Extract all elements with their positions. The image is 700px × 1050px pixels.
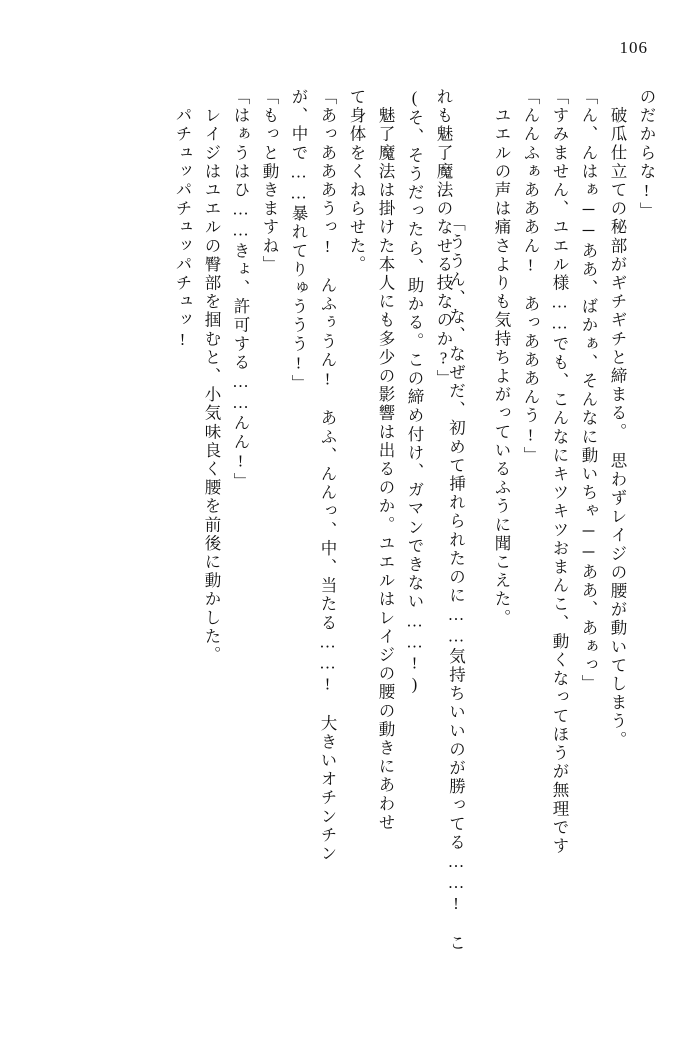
text-line: が、中で……暴れてりゅううう!」 [289, 88, 308, 394]
text-line: 「あっあああうっ! んふぅうん! あふ、んんっ、中、当たる……! 大きいオチンチン [318, 88, 337, 864]
text-line: 「もっと動きますね」 [260, 88, 279, 274]
text-line: パチュッパチュッパチュッ! [173, 88, 192, 351]
text-line: (そ、そうだったら、助かる。この締め付け、ガマンできない……!) [405, 88, 424, 696]
page-number: 106 [619, 38, 648, 57]
text-line: 「ん、んはぁ──ああ、ばかぁ、そんなに動いちゃ──ああ、あぁっ」 [579, 88, 598, 694]
text-line: レイジはユエルの臀部を掴むと、小気味良く腰を前後に動かした。 [202, 88, 221, 665]
text-line: 「すみません、ユエル様……でも、こんなにキツキツおまんこ、動くなってほうが無理です [550, 88, 569, 856]
text-line: 魅了魔法は掛けた本人にも多少の影響は出るのか。ユエルはレイジの腰の動きにあわせ [376, 88, 395, 832]
text-line: て身体をくねらせた。 [347, 88, 366, 274]
text-line: 「はぁうはひ……きょ、許可する……んん!」 [231, 88, 250, 492]
text-line: れも魅了魔法のなせる技なのか?」 [434, 88, 453, 389]
text-line: のだからな!」 [637, 88, 656, 221]
text-line-with-ruby [446, 88, 480, 978]
text-line: 「んんふぁあああん! あっあああんう!」 [521, 88, 540, 465]
text-line-ruby-part: 「ううん、な、なぜだ、初めて挿れられたのに……気持ちいいのが勝ってる……! こ [446, 214, 466, 953]
text-line: 破瓜仕立ての秘部がギチギチと締まる。 思わずレイジの腰が動いてしまう。 [608, 88, 627, 750]
vertical-text-block [52, 88, 654, 978]
text-line: ユエルの声は痛さよりも気持ちよがっているふうに聞こえた。 [492, 88, 511, 628]
